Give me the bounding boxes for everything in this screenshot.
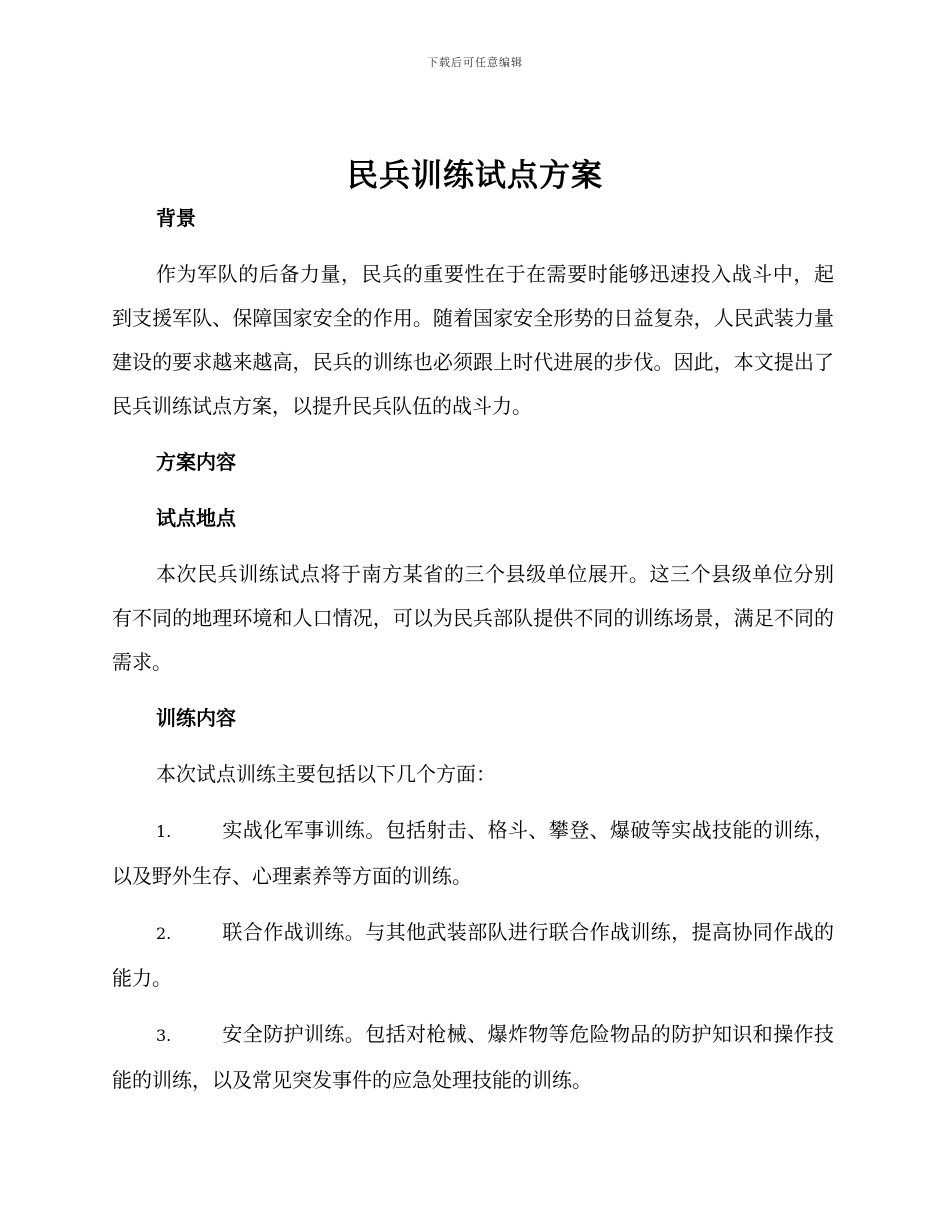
document-title: 民兵训练试点方案	[347, 158, 603, 194]
list-number: 3.	[156, 1026, 172, 1045]
location-paragraph: 本次民兵训练试点将于南方某省的三个县级单位展开。这三个县级单位分别有不同的地理环境和人口情况，可以为民兵部队提供不同的训练场景，满足不同的需求。	[112, 562, 834, 674]
list-number: 2.	[156, 924, 172, 943]
document-body	[112, 196, 834, 1102]
list-item	[112, 808, 834, 898]
background-paragraph: 作为军队的后备力量，民兵的重要性在于在需要时能够迅速投入战斗中，起到支援军队、保障国家安全的作用。随着国家安全形势的日益复杂，人民武装力量建设的要求越来越高，民兵的训练也必须跟上时代进展的步伐。因此，本文提出了民兵训练试点方案，以提升民兵队伍的战斗力。	[112, 262, 834, 418]
list-item-text: 实战化军事训练。包括射击、格斗、攀登、爆破等实战技能的训练，以及野外生存、心理素养等方面的训练。	[112, 818, 834, 888]
list-item	[112, 1012, 834, 1102]
training-intro: 本次试点训练主要包括以下几个方面：	[156, 762, 496, 786]
section-heading-background: 背景	[156, 206, 196, 230]
section-heading-training: 训练内容	[156, 706, 236, 730]
list-item	[112, 910, 834, 1000]
header-note: 下载后可任意编辑	[427, 56, 523, 69]
list-number: 1.	[156, 822, 172, 841]
list-item-text: 联合作战训练。与其他武装部队进行联合作战训练，提高协同作战的能力。	[112, 920, 834, 990]
list-item-text: 安全防护训练。包括对枪械、爆炸物等危险物品的防护知识和操作技能的训练，以及常见突发事件的应急处理技能的训练。	[112, 1022, 834, 1092]
section-heading-location: 试点地点	[156, 506, 236, 530]
section-heading-plan: 方案内容	[156, 450, 236, 474]
